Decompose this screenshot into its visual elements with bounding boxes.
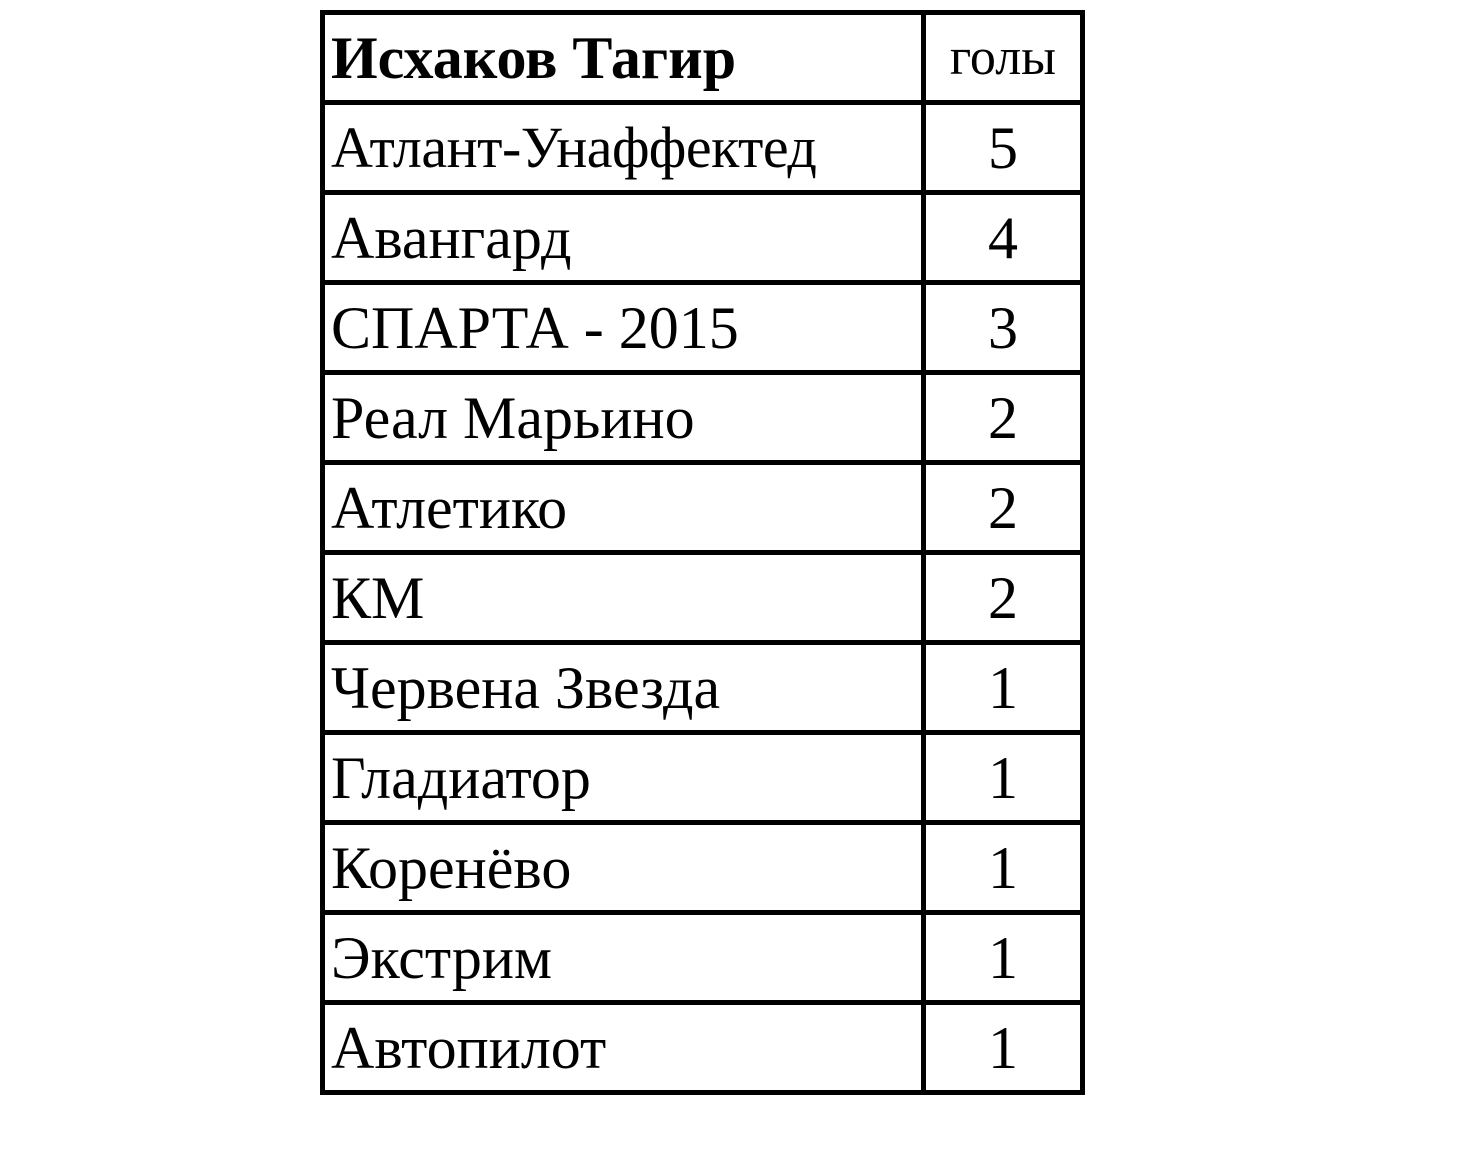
goals-cell: 1 xyxy=(924,823,1083,913)
team-cell: Гладиатор xyxy=(323,733,924,823)
goals-cell: 2 xyxy=(924,373,1083,463)
table-row xyxy=(323,193,1083,283)
table-header-row xyxy=(323,13,1083,103)
table-row xyxy=(323,103,1083,193)
team-cell: Атлетико xyxy=(323,463,924,553)
table-row xyxy=(323,553,1083,643)
goals-cell: 2 xyxy=(924,553,1083,643)
goals-cell: 1 xyxy=(924,913,1083,1003)
table-row xyxy=(323,463,1083,553)
team-cell: Экстрим xyxy=(323,913,924,1003)
team-cell: Атлант-Унаффектед xyxy=(323,103,924,193)
team-cell: Коренёво xyxy=(323,823,924,913)
team-cell: Реал Марьино xyxy=(323,373,924,463)
player-name-header: Исхаков Тагир xyxy=(323,13,924,103)
goals-cell: 4 xyxy=(924,193,1083,283)
table-row xyxy=(323,373,1083,463)
table-row xyxy=(323,733,1083,823)
team-cell: Автопилот xyxy=(323,1003,924,1093)
goals-cell: 1 xyxy=(924,1003,1083,1093)
team-cell: СПАРТА - 2015 xyxy=(323,283,924,373)
team-cell: Червена Звезда xyxy=(323,643,924,733)
goals-cell: 5 xyxy=(924,103,1083,193)
table-row xyxy=(323,283,1083,373)
goals-cell: 1 xyxy=(924,643,1083,733)
goals-column-header: голы xyxy=(924,13,1083,103)
goals-cell: 3 xyxy=(924,283,1083,373)
table-row xyxy=(323,913,1083,1003)
table-row xyxy=(323,823,1083,913)
goals-cell: 2 xyxy=(924,463,1083,553)
goals-table xyxy=(320,10,1085,1095)
goals-cell: 1 xyxy=(924,733,1083,823)
table-row xyxy=(323,1003,1083,1093)
team-cell: Авангард xyxy=(323,193,924,283)
table-row xyxy=(323,643,1083,733)
team-cell: КМ xyxy=(323,553,924,643)
